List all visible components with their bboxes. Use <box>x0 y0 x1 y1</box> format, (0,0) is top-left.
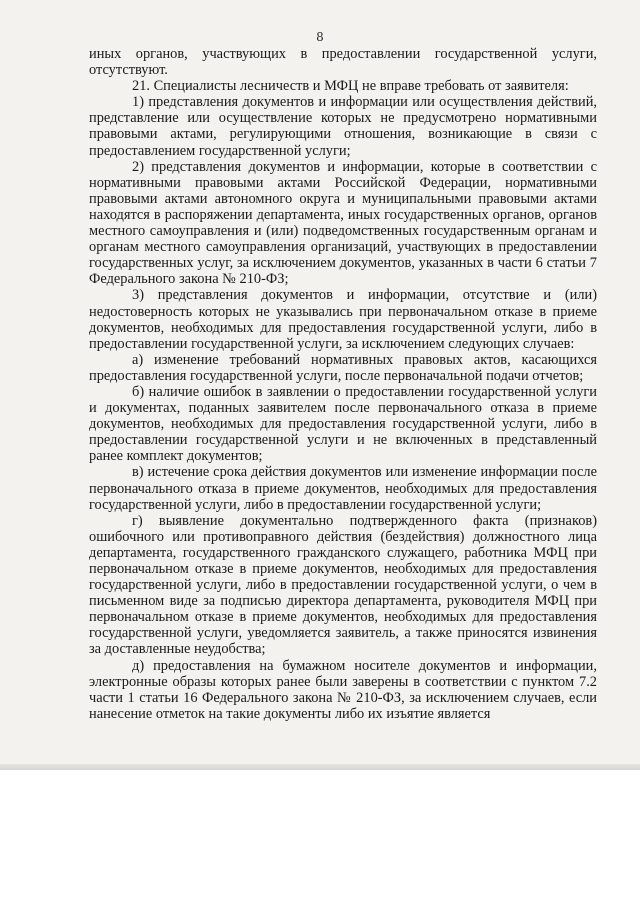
paragraph-continuation: иных органов, участвующих в предоставлении государственной услуги, отсутствуют. <box>89 46 597 79</box>
paragraph-subitem-1: 1) представления документов и информации или осуществления действий, представление или осуществление которых не предусмотрено нормативными правовыми актами, регулирующими отношения, возникающие в связи с предоставлением государственной услуги; <box>89 94 597 159</box>
paragraph-item-21: 21. Специалисты лесничеств и МФЦ не вправе требовать от заявителя: <box>132 78 569 95</box>
paragraph-subitem-v: в) истечение срока действия документов или изменение информации после первоначального отказа в приеме документов, необходимых для предоставления государственной услуги, либо в предоставлении государственной услуги; <box>89 464 597 513</box>
page-bottom-edge <box>0 764 640 770</box>
page-number: 8 <box>316 30 324 44</box>
document-body <box>89 46 597 722</box>
paragraph-subitem-b: б) наличие ошибок в заявлении о предоставлении государственной услуги и документах, поданных заявителем после первоначального отказа в приеме документов, необходимых для предоставления государственной услуги, либо в предоставлении государственной услуги и не включенных в представленный ранее комплект документов; <box>89 383 597 465</box>
paragraph-subitem-a: а) изменение требований нормативных правовых актов, касающихся предоставления государственной услуги, после первоначальной подачи отчетов; <box>89 351 597 384</box>
paragraph-subitem-g: г) выявление документально подтвержденного факта (признаков) ошибочного или противоправного действия (бездействия) должностного лица департамента, государственного гражданского служащего, работника МФЦ при первоначальном отказе в приеме документов, необходимых для предоставления государственной услуги, либо в предоставлении государственной услуги, о чем в письменном виде за подписью директора департамента, руководителя МФЦ при первоначальном отказе в приеме документов, необходимых для предоставления государственной услуги, уведомляется заявитель, а также приносятся извинения за доставленные неудобства; <box>89 512 597 658</box>
paragraph-subitem-2: 2) представления документов и информации, которые в соответствии с нормативными правовыми актами Российской Федерации, нормативными правовыми актами автономного округа и муниципальными правовыми актами находятся в распоряжении департамента, иных государственных органов, органов местного самоуправления и (или) подведомственных государственным органам и органам местного самоуправления организаций, участвующих в предоставлении государственных услуг, за исключением документов, указанных в части 6 статьи 7 Федерального закона № 210-ФЗ; <box>89 158 597 288</box>
paragraph-subitem-d: д) предоставления на бумажном носителе документов и информации, электронные образы которых ранее были заверены в соответствии с пунктом 7.2 части 1 статьи 16 Федерального закона № 210-ФЗ, за исключением случаев, если нанесение отметок на такие документы либо их изъятие является <box>89 657 597 722</box>
paragraph-subitem-3: 3) представления документов и информации, отсутствие и (или) недостоверность которых не указывались при первоначальном отказе в приеме документов, необходимых для предоставления государственной услуги, либо в предоставлении государственной услуги, за исключением следующих случаев: <box>89 287 597 352</box>
